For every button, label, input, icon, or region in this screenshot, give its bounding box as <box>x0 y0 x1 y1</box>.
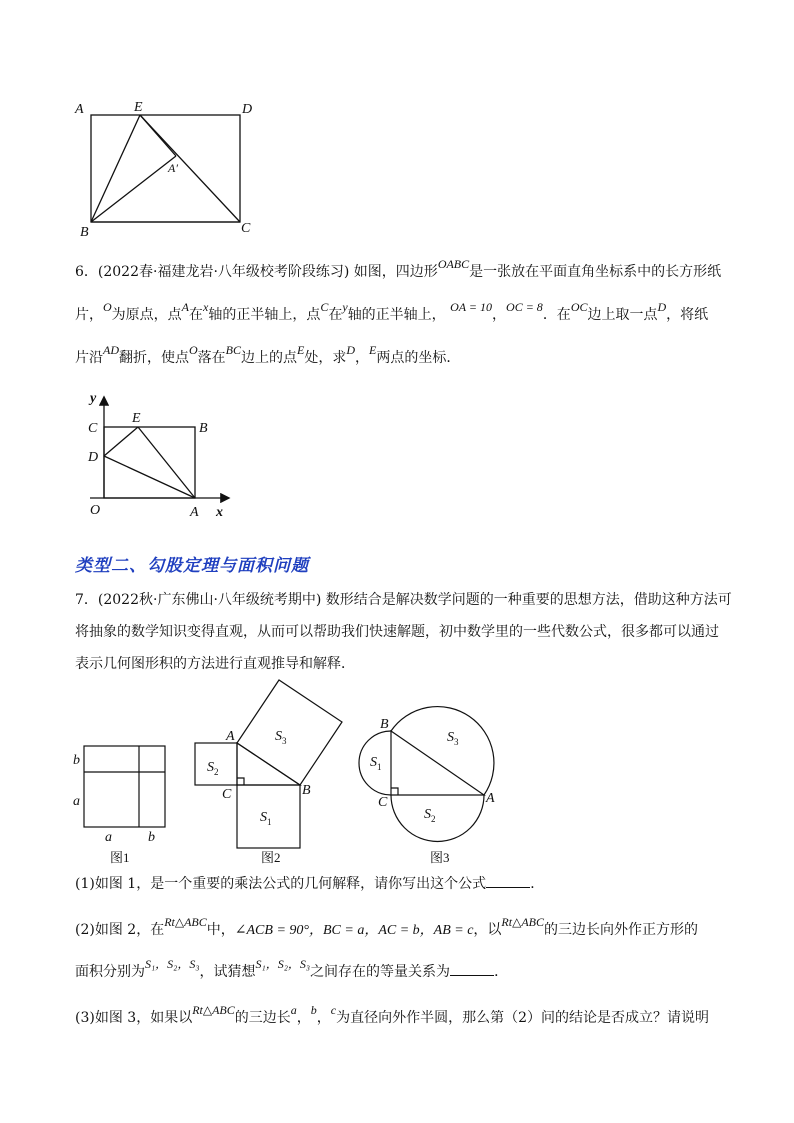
fig2-label-b: B <box>302 783 311 798</box>
fig2-square-s3 <box>237 680 342 785</box>
fig3-triangle <box>391 731 484 795</box>
fig3-semicircle-s1 <box>359 731 391 795</box>
q6-line-3: 片沿AD翻折，使点O落在BC边上的点E处，求D，E两点的坐标． <box>75 343 461 366</box>
segment-ea <box>138 427 195 498</box>
label-y: y <box>90 391 97 406</box>
part-3-line-1: (3)如图 3，如果以Rt△ABC的三边长a，b，c为直径向外作半圆，那么第（2）问的结论是否成立？请说明 <box>75 1003 709 1026</box>
rectangle-abcd <box>91 115 240 222</box>
fig2-caption: 图2 <box>261 850 281 865</box>
segment-ec <box>140 115 240 222</box>
fig2-square-s1 <box>237 785 300 848</box>
fig2-label-a: A <box>226 729 235 744</box>
fig2-label-s3: $S_3$ <box>275 729 287 746</box>
answer-blank-1[interactable] <box>486 875 530 888</box>
part-2-line-1: (2)如图 2，在Rt△ABC中，∠ACB = 90°，BC = a，AC = b，AB = c，以Rt△ABC的三边长向外作正方形的 <box>75 915 698 938</box>
label-e: E <box>132 411 141 426</box>
fig2-label-s2: $S_2$ <box>207 760 219 777</box>
segment-ea-prime <box>140 115 176 156</box>
fig2-right-angle-mark <box>237 778 244 785</box>
fig2-label-s1: $S_1$ <box>260 810 272 827</box>
q6-line-2: 片，O为原点，点A在x轴的正半轴上，点C在y轴的正半轴上， OA = 10，OC = 8．在OC边上取一点D，将纸 <box>75 300 709 323</box>
label-c: C <box>241 221 251 236</box>
segment-de <box>104 427 138 456</box>
q6-line-1: 6．(2022春·福建龙岩·八年级校考阶段练习) 如图，四边形OABC是一张放在平面直角坐标系中的长方形纸 <box>75 257 722 280</box>
fig2-square-s2 <box>195 743 237 785</box>
fig1-caption: 图1 <box>110 850 130 865</box>
label-d: D <box>88 450 99 465</box>
segment-da <box>104 456 195 498</box>
label-o: O <box>90 503 101 518</box>
fig3-label-b: B <box>380 717 389 732</box>
part-2-line-2: 面积分别为S₁，S₂，S₃，试猜想S₁，S₂，S₃之间存在的等量关系为 ． <box>75 957 509 980</box>
q7-line-3: 表示几何图形积的方法进行直观推导和解释． <box>75 656 355 672</box>
segment-ba-prime <box>91 156 176 222</box>
segment-be <box>91 115 140 222</box>
q7-line-1: 7．(2022秋·广东佛山·八年级统考期中) 数形结合是解决数学问题的一种重要的思想方法，借助这种方法可 <box>75 592 732 608</box>
label-a: A <box>190 505 199 520</box>
label-e: E <box>134 100 143 115</box>
fig3-label-s3: $S_3$ <box>447 730 459 747</box>
q7-line-2: 将抽象的数学知识变得直观，从而可以帮助我们快速解题，初中数学里的一些代数公式，很多都可以通过 <box>75 624 719 640</box>
answer-blank-2[interactable] <box>450 963 494 976</box>
fig1-square <box>84 746 165 827</box>
fig2-triangle <box>237 743 300 785</box>
label-c: C <box>88 421 98 436</box>
fig3-semicircle-s3 <box>391 707 494 795</box>
label-a-prime: A′ <box>168 161 178 175</box>
fig1-label-b-side: b <box>73 753 80 768</box>
label-x: x <box>216 505 223 520</box>
fig3-label-a: A <box>486 791 495 806</box>
label-b: B <box>80 225 89 240</box>
fig2-label-c: C <box>222 787 232 802</box>
label-d: D <box>242 102 253 117</box>
fig1-label-a-bottom: a <box>105 830 112 845</box>
fig3-caption: 图3 <box>430 850 450 865</box>
label-b: B <box>199 421 208 436</box>
part-1: (1)如图 1，是一个重要的乘法公式的几何解释，请你写出这个公式 ． <box>75 876 545 892</box>
fig3-label-c: C <box>378 795 388 810</box>
section-title: 类型二、勾股定理与面积问题 <box>75 556 309 576</box>
fig1-label-a-side: a <box>73 794 80 809</box>
fig3-semicircle-s2 <box>391 795 484 842</box>
fig3-label-s2: $S_2$ <box>424 807 436 824</box>
fig3-right-angle-mark <box>391 788 398 795</box>
fig1-label-b-bottom: b <box>148 830 155 845</box>
label-a: A <box>75 102 84 117</box>
rectangle-oabc <box>104 427 195 498</box>
fig3-label-s1: $S_1$ <box>370 755 382 772</box>
